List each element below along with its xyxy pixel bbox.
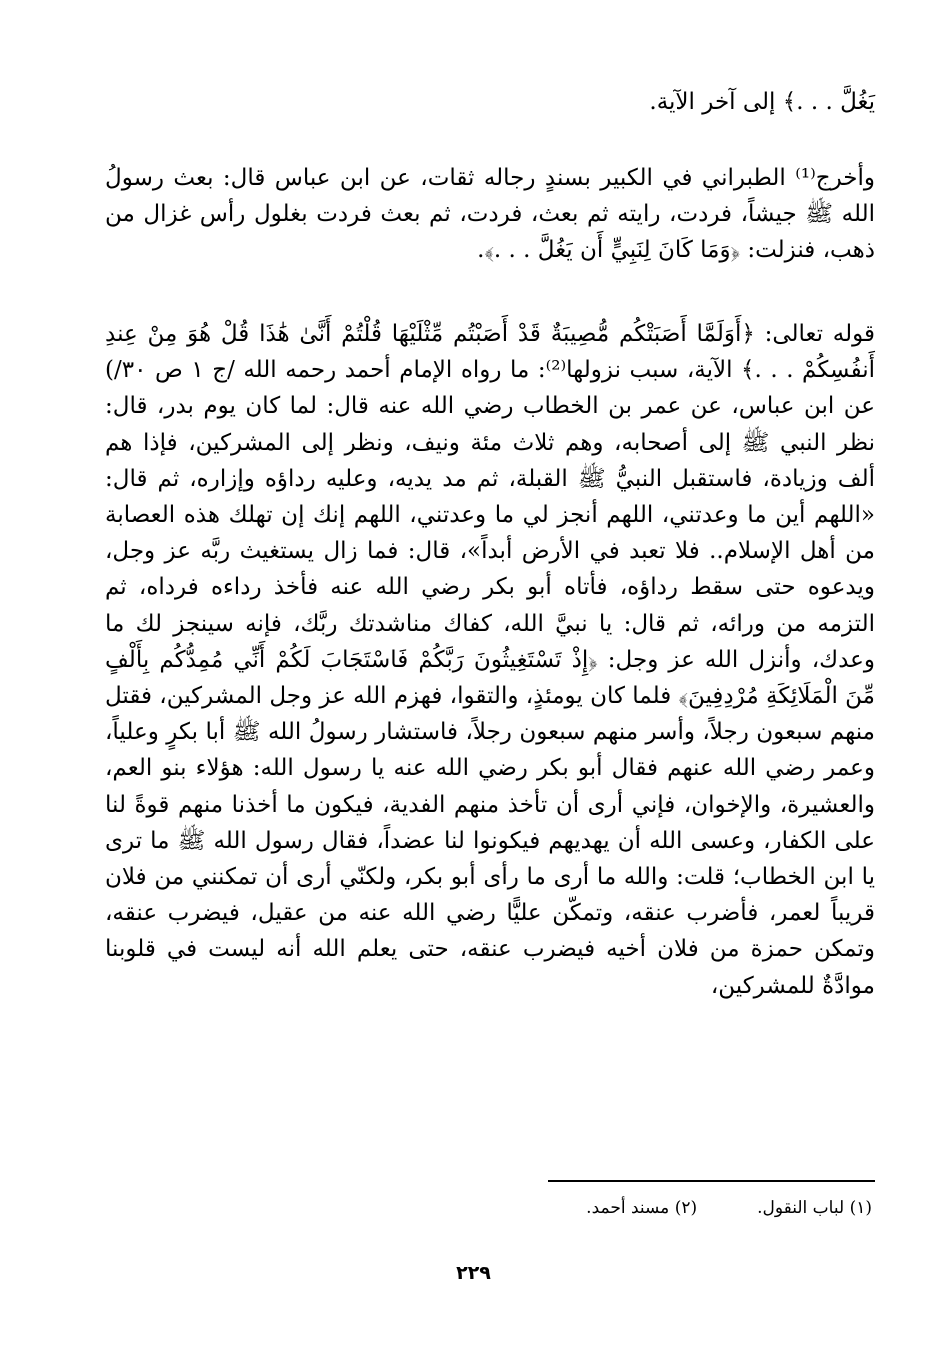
footnote-1: (١) لباب النقول. <box>757 1198 872 1218</box>
paragraph-badr-narration: قوله تعالى: ﴿أَوَلَمَّا أَصَبَتْكُم مُّصِيبَةٌ قَدْ أَصَبْتُم مِّثْلَيْهَا قُلْتُمْ أَنَّىٰ هَٰذَا قُلْ هُوَ مِنْ عِندِ أَنفُسِكُمْ . . .﴾ الآية، سبب نزولها⁽²⁾: ما رواه الإمام أحمد رحمه الله /ج ١ ص ٣٠/) عن ابن عباس، عن عمر بن الخطاب رضي الله عنه قال: لما كان يوم بدر، قال: نظر النبي ﷺ إلى أصحابه، وهم ثلاث مئة ونيف، ونظر إلى المشركين، فإذا هم ألف وزيادة، فاستقبل النبيُّ ﷺ القبلة، ثم مد يديه، وعليه رداؤه وإزاره، ثم قال: «اللهم أين ما وعدتني، اللهم أنجز لي ما وعدتني، اللهم إنك إن تهلك هذه العصابة من أهل الإسلام.. فلا تعبد في الأرض أبداً»، قال: فما زال يستغيث ربَّه عز وجل، ويدعوه حتى سقط رداؤه، فأتاه أبو بكر رضي الله عنه فأخذ رداءه فرداه، ثم التزمه من ورائه، ثم قال: يا نبيَّ الله، كفاك مناشدتك ربَّك، فإنه سينجز لك ما وعدك، وأنزل الله عز وجل: ﴿إِذْ تَسْتَغِيثُونَ رَبَّكُمْ فَاسْتَجَابَ لَكُمْ أَنِّي مُمِدُّكُم بِأَلْفٍ مِّنَ الْمَلَائِكَةِ مُرْدِفِينَ﴾ فلما كان يومئذٍ، والتقوا، فهزم الله عز وجل المشركين، فقتل منهم سبعون رجلاً، وأسر منهم سبعون رجلاً، فاستشار رسولُ الله ﷺ أبا بكرٍ وعلياً، وعمر رضي الله عنهم فقال أبو بكر رضي الله عنه يا رسول الله: هؤلاء بنو العم، والعشيرة، والإخوان، فإني أرى أن تأخذ منهم الفدية، فيكون ما أخذنا منهم قوةً لنا على الكفار، وعسى الله أن يهديهم فيكونوا لنا عضداً، فقال رسول الله ﷺ ما ترى يا ابن الخطاب؛ قلت: والله ما أرى ما رأى أبو بكر، ولكنّي أرى أن تمكنني من فلان قريباً لعمر، فأضرب عنقه، وتمكّن عليًّا رضي الله عنه من عقيل، فيضرب عنقه، وتمكن حمزة من فلان أخيه فيضرب عنقه، حتى يعلم الله أنه ليست في قلوبنا موادَّةٌ للمشركين، <box>105 321 875 999</box>
footnote-divider <box>548 1180 875 1182</box>
paragraph-verse-end: يَغُلَّ . . .﴾ إلى آخر الآية. <box>649 89 875 115</box>
paragraph-tabarani-narration: وأخرج⁽¹⁾ الطبراني في الكبير بسندٍ رجاله ثقات، عن ابن عباس قال: بعث رسولُ الله ﷺ جيشاً، فردت، رايته ثم بعث، فردت، ثم بعث فردت بغلول رأس غزال من ذهب، فنزلت: ﴿وَمَا كَانَ لِنَبِيٍّ أَن يَغُلَّ . . .﴾. <box>105 165 875 264</box>
footnotes <box>586 1194 872 1222</box>
page-number: ٢٢٩ <box>456 1262 491 1284</box>
footnote-2: (٢) مسند أحمد. <box>586 1198 698 1218</box>
